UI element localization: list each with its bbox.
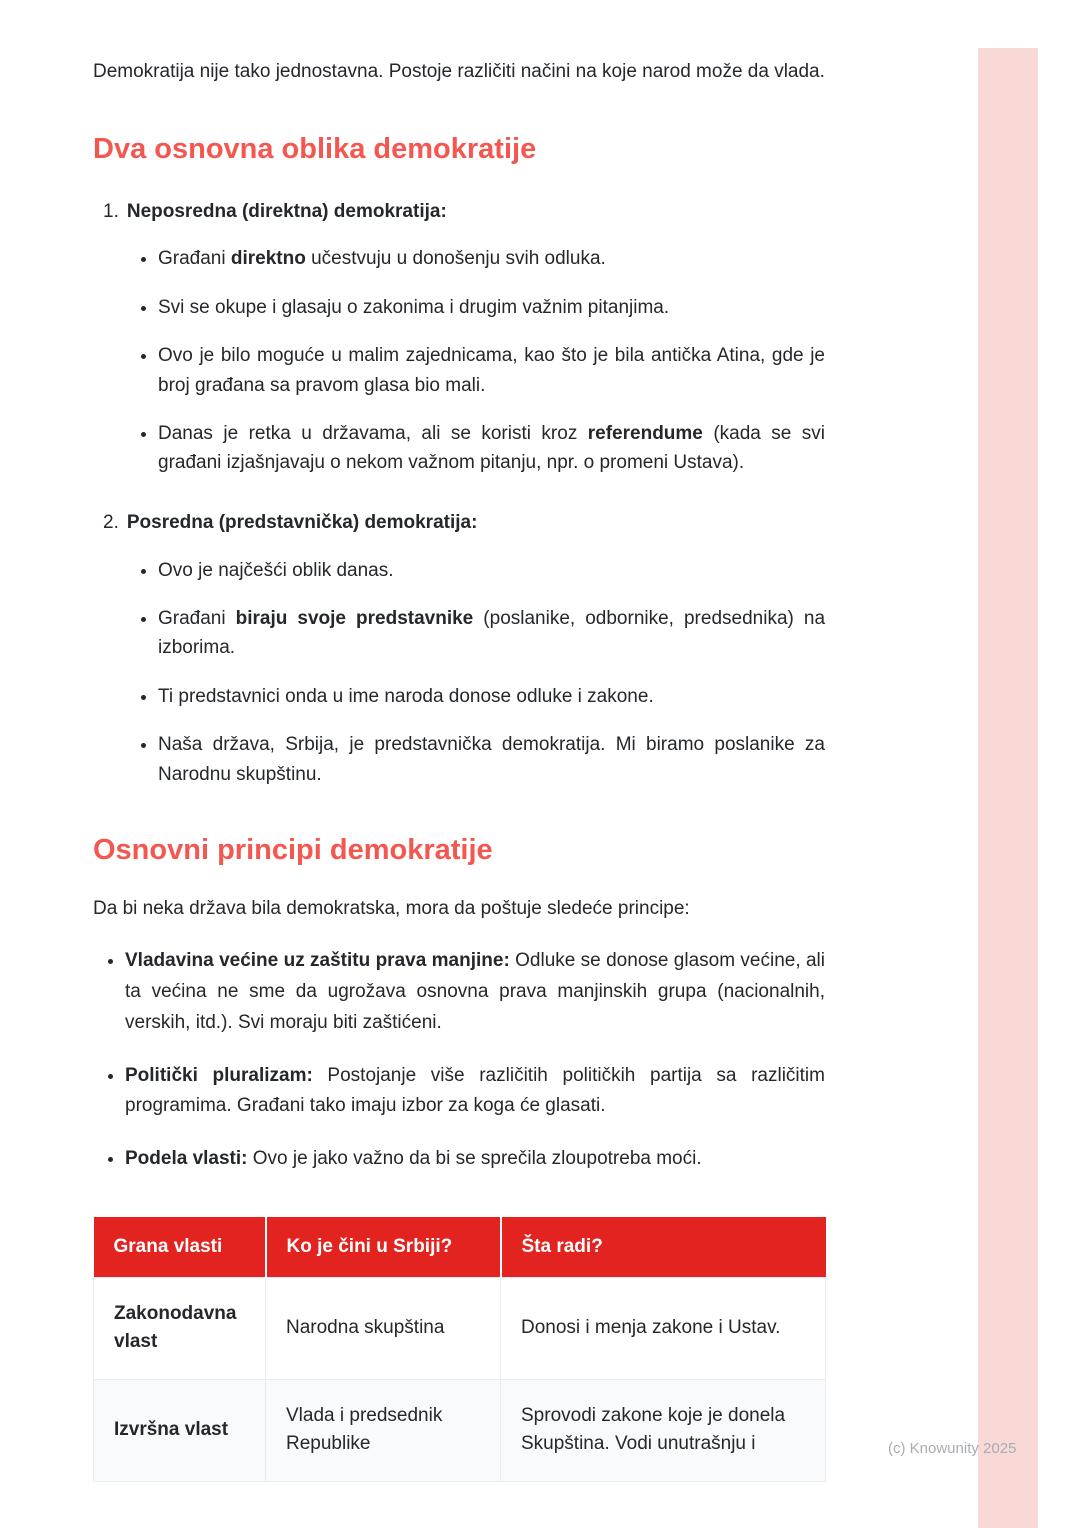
list-item bbox=[158, 556, 825, 585]
list-item bbox=[158, 682, 825, 711]
item-title: Neposredna (direktna) demokratija: bbox=[126, 200, 447, 222]
numbered-item-heading bbox=[93, 510, 825, 537]
intro-paragraph: Demokratija nije tako jednostavna. Postoje različiti načini na koje narod može da vlada. bbox=[93, 61, 825, 82]
item-number: 2. bbox=[103, 511, 119, 533]
text-segment: (kada se svi građani izjašnjavaju o nekom važnom pitanju, npr. o promeni Ustava). bbox=[158, 423, 826, 474]
table-header-cell: Ko je čini u Srbiji? bbox=[266, 1217, 501, 1278]
list-item bbox=[158, 244, 825, 273]
bold-segment: direktno bbox=[230, 248, 306, 270]
text-segment: (poslanike, odbornike, predsednika) na izborima. bbox=[158, 607, 826, 659]
bullet-list bbox=[93, 556, 825, 790]
table-cell-branch: Izvršna vlast bbox=[94, 1379, 266, 1481]
bold-segment: Podela vlasti: bbox=[125, 1148, 248, 1170]
list-item bbox=[158, 604, 825, 663]
copyright-note: (c) Knowunity 2025 bbox=[888, 1440, 1017, 1457]
forms-list bbox=[93, 199, 825, 789]
text-segment: Postojanje više različitih političkih partija sa različitim programima. Građani tako imaju izbor za koga će glasati. bbox=[125, 1064, 825, 1117]
government-branches-table bbox=[93, 1217, 826, 1482]
numbered-item bbox=[93, 510, 825, 789]
document-content bbox=[93, 0, 825, 1482]
table-header-row bbox=[94, 1217, 826, 1278]
bullet-list bbox=[93, 244, 825, 478]
text-segment: Građani bbox=[158, 607, 236, 629]
text-segment: Ti predstavnici onda u ime naroda donose odluke i zakone. bbox=[158, 685, 654, 707]
table-cell-what: Sprovodi zakone koje je donela Skupština. Vodi unutrašnju i bbox=[501, 1379, 826, 1481]
table-row bbox=[94, 1379, 826, 1481]
bold-segment: Vladavina većine uz zaštitu prava manjine: bbox=[125, 950, 510, 972]
list-item bbox=[158, 419, 825, 478]
table-header-cell: Grana vlasti bbox=[94, 1217, 266, 1278]
text-segment: Građani bbox=[158, 248, 231, 270]
section-title-principles: Osnovni principi demokratije bbox=[93, 834, 493, 867]
table-cell-who: Narodna skupština bbox=[266, 1277, 501, 1379]
bold-segment: referendume bbox=[587, 423, 703, 445]
list-item bbox=[158, 730, 825, 789]
bold-segment: biraju svoje predstavnike bbox=[235, 607, 474, 629]
text-segment: Danas je retka u državama, ali se koristi kroz bbox=[158, 423, 588, 445]
section-title-forms: Dva osnovna oblika demokratije bbox=[93, 132, 537, 165]
decorative-side-strip bbox=[978, 48, 1038, 1528]
text-segment: Ovo je jako važno da bi se sprečila zloupotreba moći. bbox=[247, 1148, 702, 1170]
text-segment: Naša država, Srbija, je predstavnička demokratija. Mi biramo poslanike za Narodnu skupštinu. bbox=[158, 734, 825, 785]
bold-segment: Politički pluralizam: bbox=[125, 1064, 313, 1086]
table-cell-who: Vlada i predsednik Republike bbox=[266, 1379, 501, 1481]
text-segment: Odluke se donose glasom većine, ali ta većina ne sme da ugrožava osnovna prava manjinskih grupa (nacionalnih, verskih, itd.). Svi moraju biti zaštićeni. bbox=[125, 950, 825, 1033]
table-cell-what: Donosi i menja zakone i Ustav. bbox=[501, 1277, 826, 1379]
item-number: 1. bbox=[103, 200, 119, 222]
text-segment: Svi se okupe i glasaju o zakonima i drugim važnim pitanjima. bbox=[158, 296, 670, 318]
table-cell-branch: Zakonodavna vlast bbox=[94, 1277, 266, 1379]
text-segment: Ovo je najčešći oblik danas. bbox=[158, 559, 394, 581]
table-row bbox=[94, 1277, 826, 1379]
table-header-cell: Šta radi? bbox=[501, 1217, 826, 1278]
text-segment: Ovo je bilo moguće u malim zajednicama, kao što je bila antička Atina, gde je broj građana sa pravom glasa bio mali. bbox=[158, 345, 825, 396]
list-item bbox=[125, 946, 825, 1038]
list-item bbox=[158, 341, 825, 400]
principles-list bbox=[93, 946, 825, 1175]
principles-lead-paragraph: Da bi neka država bila demokratska, mora da poštuje sledeće principe: bbox=[93, 897, 690, 919]
numbered-item-heading bbox=[93, 199, 825, 226]
list-item bbox=[158, 293, 825, 322]
numbered-item bbox=[93, 199, 825, 478]
list-item bbox=[125, 1061, 825, 1123]
text-segment: učestvuju u donošenju svih odluka. bbox=[305, 248, 606, 270]
item-title: Posredna (predstavnička) demokratija: bbox=[126, 511, 478, 533]
list-item bbox=[125, 1144, 825, 1175]
